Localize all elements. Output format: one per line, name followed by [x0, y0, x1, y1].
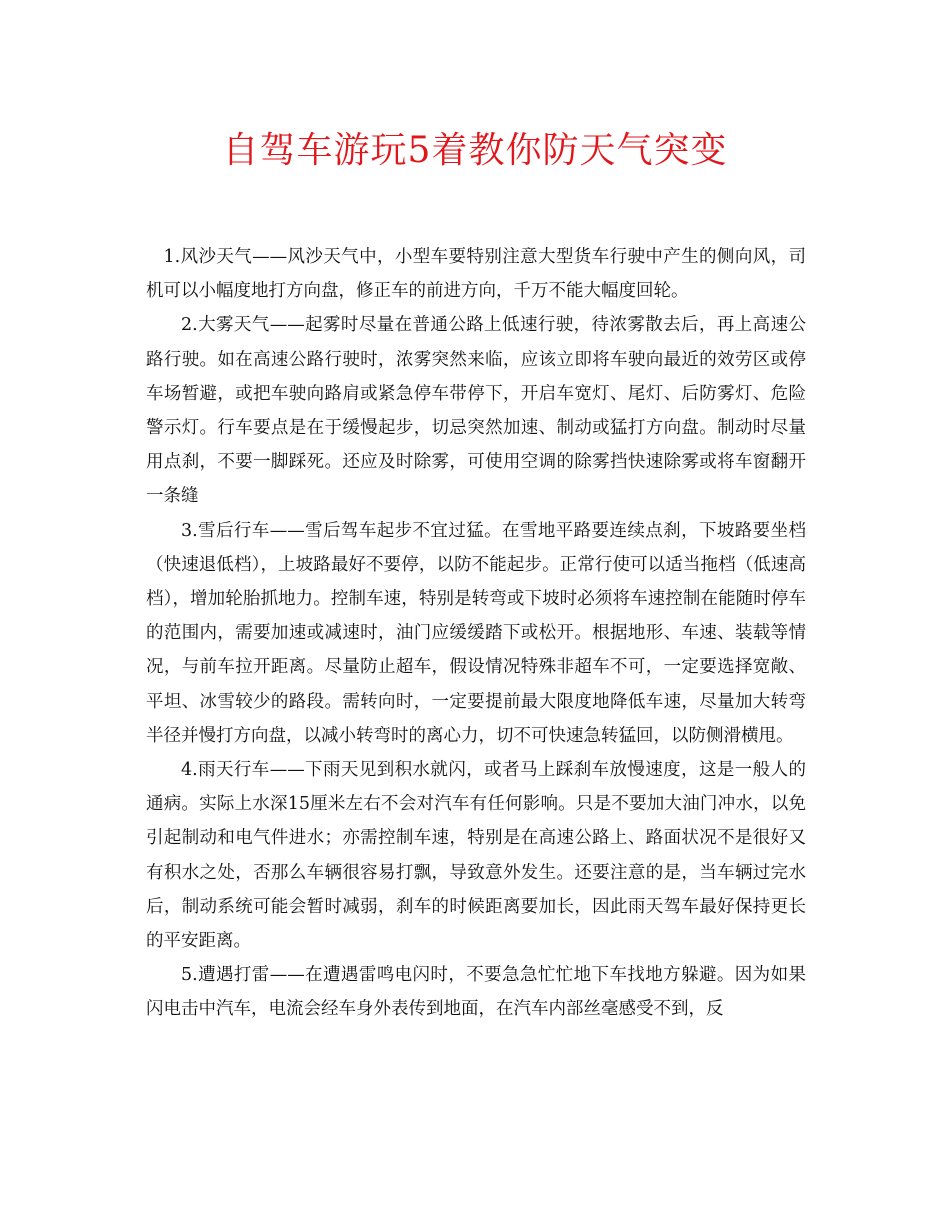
document-title: 自驾车游玩5着教你防天气突变 — [222, 130, 728, 171]
paragraph-sandstorm: 1.风沙天气——风沙天气中，小型车要特别注意大型货车行驶中产生的侧向风，司机可以小幅度地打方向盘，修正车的前进方向，千万不能大幅度回轮。 — [146, 247, 806, 302]
paragraph-snow: 3.雪后行车——雪后驾车起步不宜过猛。在雪地平路要连续点刹，下坡路要坐档（快速退低档），上坡路最好不要停，以防不能起步。正常行使可以适当拖档（低速高档），增加轮胎抓地力。控制车速，特别是转弯或下坡时必须将车速控制在能随时停车的范围内，需要加速或减速时，油门应缓缓踏下或松开。根据地形、车速、装载等情况，与前车拉开距离。尽量防止超车，假设情况特殊非超车不可，一定要选择宽敞、平坦、冰雪较少的路段。需转向时，一定要提前最大限度地降低车速，尽量加大转弯半径并慢打方向盘，以减小转弯时的离心力，切不可快速急转猛回，以防侧滑横甩。 — [146, 520, 806, 746]
document-body — [146, 240, 806, 1027]
paragraph-thunder: 5.遭遇打雷——在遭遇雷鸣电闪时，不要急急忙忙地下车找地方躲避。因为如果闪电击中汽车，电流会经车身外表传到地面，在汽车内部丝毫感受不到，反 — [146, 965, 806, 1020]
paragraph-fog: 2.大雾天气——起雾时尽量在普通公路上低速行驶，待浓雾散去后，再上高速公路行驶。如在高速公路行驶时，浓雾突然来临，应该立即将车驶向最近的效劳区或停车场暂避，或把车驶向路肩或紧急停车带停下，开启车宽灯、尾灯、后防雾灯、危险警示灯。行车要点是在于缓慢起步，切忌突然加速、制动或猛打方向盘。制动时尽量用点刹，不要一脚踩死。还应及时除雾，可使用空调的除雾挡快速除雾或将车窗翻开一条缝 — [146, 315, 806, 507]
paragraph-rain: 4.雨天行车——下雨天见到积水就闪，或者马上踩刹车放慢速度，这是一般人的通病。实际上水深15厘米左右不会对汽车有任何影响。只是不要加大油门冲水，以免引起制动和电气件进水；亦需控制车速，特别是在高速公路上、路面状况不是很好又有积水之处，否那么车辆很容易打飘，导致意外发生。还要注意的是，当车辆过完水后，制动系统可能会暂时减弱，刹车的时候距离要加长，因此雨天驾车最好保持更长的平安距离。 — [146, 760, 806, 952]
